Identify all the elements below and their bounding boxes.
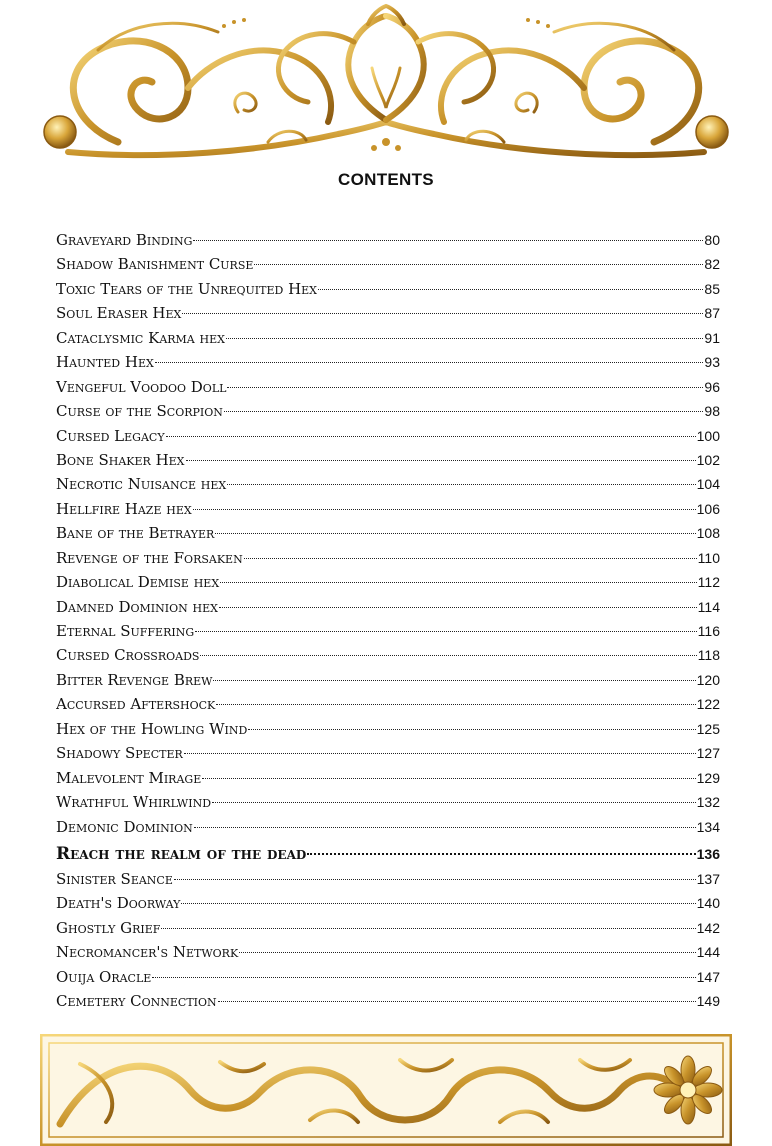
toc-entry-page-number: 136 — [696, 845, 720, 862]
toc-entry-page-number: 132 — [696, 794, 720, 811]
toc-entry[interactable] — [56, 228, 720, 252]
toc-entry-title: Necrotic Nuisance hex — [56, 475, 227, 494]
dot-leader — [155, 361, 704, 363]
toc-entry-page-number: 114 — [697, 598, 720, 615]
toc-entry-page-number: 108 — [696, 525, 720, 542]
toc-entry[interactable] — [56, 399, 720, 423]
toc-entry-title: Cataclysmic Karma hex — [56, 328, 225, 347]
toc-section-heading[interactable] — [56, 839, 720, 867]
toc-entry-page-number: 118 — [697, 647, 720, 664]
toc-entry-title: Hex of the Howling Wind — [56, 719, 248, 738]
toc-entry[interactable] — [56, 350, 720, 374]
dot-leader — [186, 459, 696, 461]
toc-entry-title: Shadowy Specter — [56, 744, 183, 763]
toc-entry[interactable] — [56, 668, 720, 692]
toc-entry[interactable] — [56, 301, 720, 325]
toc-entry-title: Ouija Oracle — [56, 967, 152, 986]
toc-entry-title: Malevolent Mirage — [56, 768, 202, 787]
toc-entry-page-number: 96 — [704, 378, 720, 395]
dot-leader — [195, 630, 697, 632]
dot-leader — [152, 976, 695, 978]
toc-entry[interactable] — [56, 570, 720, 594]
toc-entry-page-number: 149 — [696, 993, 720, 1010]
toc-entry-page-number: 142 — [696, 919, 720, 936]
dot-leader — [239, 951, 695, 953]
top-ornament — [38, 2, 734, 168]
toc-entry[interactable] — [56, 790, 720, 814]
table-of-contents — [56, 228, 720, 1014]
toc-entry-page-number: 134 — [696, 818, 720, 835]
toc-entry[interactable] — [56, 252, 720, 276]
toc-entry[interactable] — [56, 989, 720, 1013]
dot-leader — [227, 483, 695, 485]
toc-entry-title: Necromancer's Network — [56, 943, 239, 962]
toc-entry-title: Vengeful Voodoo Doll — [56, 377, 227, 396]
dot-leader — [224, 410, 704, 412]
dot-leader — [218, 1000, 696, 1002]
toc-entry[interactable] — [56, 595, 720, 619]
dot-leader — [227, 386, 703, 388]
toc-entry-title: Curse of the Scorpion — [56, 402, 223, 421]
toc-entry-title: Eternal Suffering — [56, 622, 195, 640]
toc-entry-title: Haunted Hex — [56, 353, 154, 372]
dot-leader — [181, 902, 695, 904]
dot-leader — [202, 777, 695, 779]
dot-leader — [219, 606, 697, 608]
toc-entry[interactable] — [56, 717, 720, 741]
toc-entry[interactable] — [56, 546, 720, 570]
toc-entry-title: Toxic Tears of the Unrequited Hex — [56, 279, 318, 298]
toc-entry-page-number: 106 — [696, 500, 720, 517]
toc-entry-page-number: 91 — [704, 329, 720, 346]
toc-entry-title: Hellfire Haze hex — [56, 499, 192, 518]
dot-leader — [215, 532, 695, 534]
toc-entry-title: Demonic Dominion — [56, 817, 193, 836]
toc-entry[interactable] — [56, 521, 720, 545]
toc-entry-page-number: 93 — [704, 354, 720, 371]
toc-entry-page-number: 98 — [704, 403, 720, 420]
toc-entry-title: Accursed Aftershock — [56, 695, 216, 714]
dot-leader — [216, 703, 695, 705]
toc-entry[interactable] — [56, 497, 720, 521]
toc-entry-page-number: 147 — [696, 968, 720, 985]
toc-entry-title: Diabolical Demise hex — [56, 573, 220, 592]
dot-leader — [318, 288, 703, 290]
toc-entry-page-number: 116 — [697, 623, 720, 639]
toc-entry[interactable] — [56, 619, 720, 643]
toc-entry-page-number: 102 — [696, 451, 720, 468]
page-title: CONTENTS — [338, 170, 434, 189]
dot-leader — [193, 508, 696, 510]
dot-leader — [174, 878, 696, 880]
toc-entry[interactable] — [56, 375, 720, 399]
toc-entry-title: Soul Eraser Hex — [56, 304, 182, 323]
toc-entry-title: Wrathful Whirlwind — [56, 793, 212, 812]
toc-entry-title: Death's Doorway — [56, 894, 181, 913]
toc-entry[interactable] — [56, 424, 720, 448]
toc-entry-page-number: 80 — [704, 232, 720, 248]
toc-entry-page-number: 140 — [696, 895, 720, 912]
toc-entry-page-number: 144 — [696, 944, 720, 961]
dot-leader — [161, 927, 695, 929]
dot-leader — [193, 239, 703, 241]
toc-entry[interactable] — [56, 916, 720, 940]
toc-entry-title: Shadow Banishment Curse — [56, 255, 254, 274]
toc-entry-page-number: 127 — [696, 745, 720, 762]
dot-leader — [212, 801, 696, 803]
toc-entry-page-number: 85 — [704, 280, 720, 297]
dot-leader — [184, 752, 696, 754]
toc-entry[interactable] — [56, 766, 720, 790]
dot-leader — [200, 654, 696, 656]
dot-leader — [226, 337, 703, 339]
toc-entry-page-number: 137 — [696, 870, 720, 887]
toc-entry-title: Bone Shaker Hex — [56, 450, 185, 469]
toc-entry-page-number: 120 — [696, 671, 720, 688]
toc-entry-title: Revenge of the Forsaken — [56, 548, 243, 567]
toc-entry-page-number: 125 — [696, 720, 720, 737]
toc-entry-title: Graveyard Binding — [56, 231, 193, 249]
dot-leader — [166, 435, 696, 437]
dot-leader — [220, 581, 697, 583]
dot-leader — [182, 312, 703, 314]
toc-entry[interactable] — [56, 643, 720, 667]
toc-entry-page-number: 129 — [696, 769, 720, 786]
toc-entry[interactable] — [56, 741, 720, 765]
toc-entry-title: Reach the realm of the dead — [56, 843, 307, 864]
toc-entry-page-number: 104 — [696, 476, 720, 493]
toc-entry-title: Cursed Crossroads — [56, 646, 200, 665]
toc-entry[interactable] — [56, 815, 720, 839]
toc-entry-page-number: 100 — [696, 427, 720, 444]
toc-entry-title: Sinister Seance — [56, 869, 173, 888]
toc-entry-page-number: 112 — [697, 574, 720, 591]
toc-entry-page-number: 110 — [697, 549, 720, 566]
toc-entry-title: Bane of the Betrayer — [56, 524, 215, 543]
toc-entry[interactable] — [56, 867, 720, 891]
dot-leader — [307, 852, 695, 855]
toc-entry-page-number: 122 — [696, 696, 720, 713]
toc-entry[interactable] — [56, 965, 720, 989]
dot-leader — [254, 263, 703, 265]
toc-entry-page-number: 82 — [704, 256, 720, 273]
toc-entry[interactable] — [56, 277, 720, 301]
dot-leader — [244, 557, 697, 559]
toc-entry[interactable] — [56, 940, 720, 964]
toc-entry[interactable] — [56, 692, 720, 716]
toc-entry-title: Ghostly Grief — [56, 918, 161, 937]
bottom-ornament — [40, 1034, 732, 1146]
toc-entry[interactable] — [56, 448, 720, 472]
dot-leader — [194, 826, 696, 828]
toc-entry[interactable] — [56, 472, 720, 496]
dot-leader — [213, 679, 695, 681]
toc-entry-title: Cemetery Connection — [56, 992, 217, 1011]
toc-entry-page-number: 87 — [704, 305, 720, 322]
toc-entry-title: Cursed Legacy — [56, 426, 165, 445]
dot-leader — [248, 728, 695, 730]
toc-entry[interactable] — [56, 326, 720, 350]
toc-entry-title: Bitter Revenge Brew — [56, 670, 213, 689]
toc-entry[interactable] — [56, 891, 720, 915]
toc-entry-title: Damned Dominion hex — [56, 597, 218, 616]
